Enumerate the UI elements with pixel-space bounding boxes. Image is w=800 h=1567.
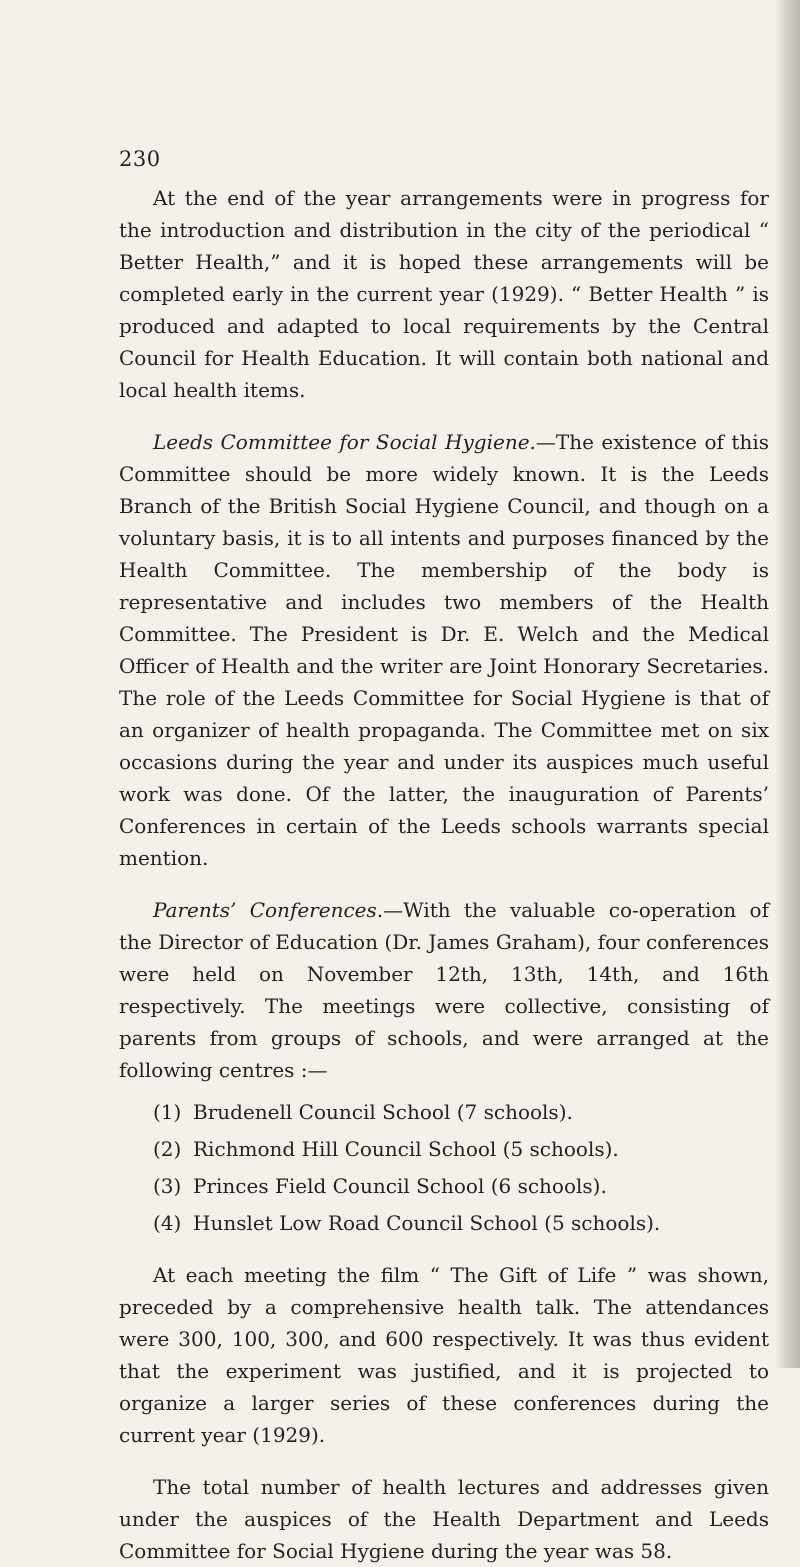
list-item-number: (4) xyxy=(153,1211,182,1235)
section-body-social-hygiene: —The existence of this Committee should be more widely known. It is the Leeds Branch of the British Social Hygiene Council, and though on a voluntary basis, it is to all intents and purposes financed by the Health Committee. The membership of the body is representative and includes two members of the Health Committee. The President is Dr. E. Welch and the Medical Officer of Health and the writer are Joint Honorary Secretaries. The role of the Leeds Committee for Social Hygiene is that of an organizer of health propaganda. The Committee met on six occasions during the year and under its auspices much useful work was done. Of the latter, the inauguration of Parents’ Conferences in certain of the Leeds schools warrants special mention. xyxy=(119,430,769,870)
paragraph-social-hygiene xyxy=(119,426,769,874)
list-item xyxy=(153,1096,769,1128)
list-item-text: Brudenell Council School (7 schools). xyxy=(193,1100,573,1124)
list-item-number: (2) xyxy=(153,1137,182,1161)
list-item-text: Princes Field Council School (6 schools). xyxy=(193,1174,607,1198)
section-heading-parents-conferences: Parents’ Conferences. xyxy=(153,898,384,922)
list-item xyxy=(153,1133,769,1165)
page-number: 230 xyxy=(119,147,161,171)
paragraph-film: At each meeting the film “ The Gift of Life ” was shown, preceded by a comprehensive health talk. The attendances were 300, 100, 300, and 600 respectively. It was thus evident that the experiment was justified, and it is projected to organize a larger series of these conferences during the current year (1929). xyxy=(119,1263,769,1447)
paragraph-total-lectures: The total number of health lectures and addresses given under the auspices of the Health Department and Leeds Committee for Social Hygiene during the year was 58. xyxy=(119,1475,769,1563)
list-item-text: Richmond Hill Council School (5 schools). xyxy=(193,1137,619,1161)
list-item-number: (3) xyxy=(153,1174,182,1198)
document-body xyxy=(119,182,769,1567)
centres-list xyxy=(119,1096,769,1239)
paragraph-better-health: At the end of the year arrangements were in progress for the introduction and distribution in the city of the periodical “ Better Health,” and it is hoped these arrangements will be completed early in the current year (1929). “ Better Health ” is produced and adapted to local requirements by the Central Council for Health Education. It will contain both national and local health items. xyxy=(119,186,769,402)
section-heading-social-hygiene: Leeds Committee for Social Hygiene. xyxy=(153,430,536,454)
list-item-text: Hunslet Low Road Council School (5 schools). xyxy=(193,1211,661,1235)
list-item xyxy=(153,1207,769,1239)
page-edge-shadow xyxy=(776,0,800,1368)
paragraph-parents-conferences xyxy=(119,894,769,1086)
list-item xyxy=(153,1170,769,1202)
list-item-number: (1) xyxy=(153,1100,182,1124)
section-body-parents-conferences: —With the valuable co-operation of the Director of Education (Dr. James Graham), four conferences were held on November 12th, 13th, 14th, and 16th respectively. The meetings were collective, consisting of parents from groups of schools, and were arranged at the following centres :— xyxy=(119,898,769,1082)
